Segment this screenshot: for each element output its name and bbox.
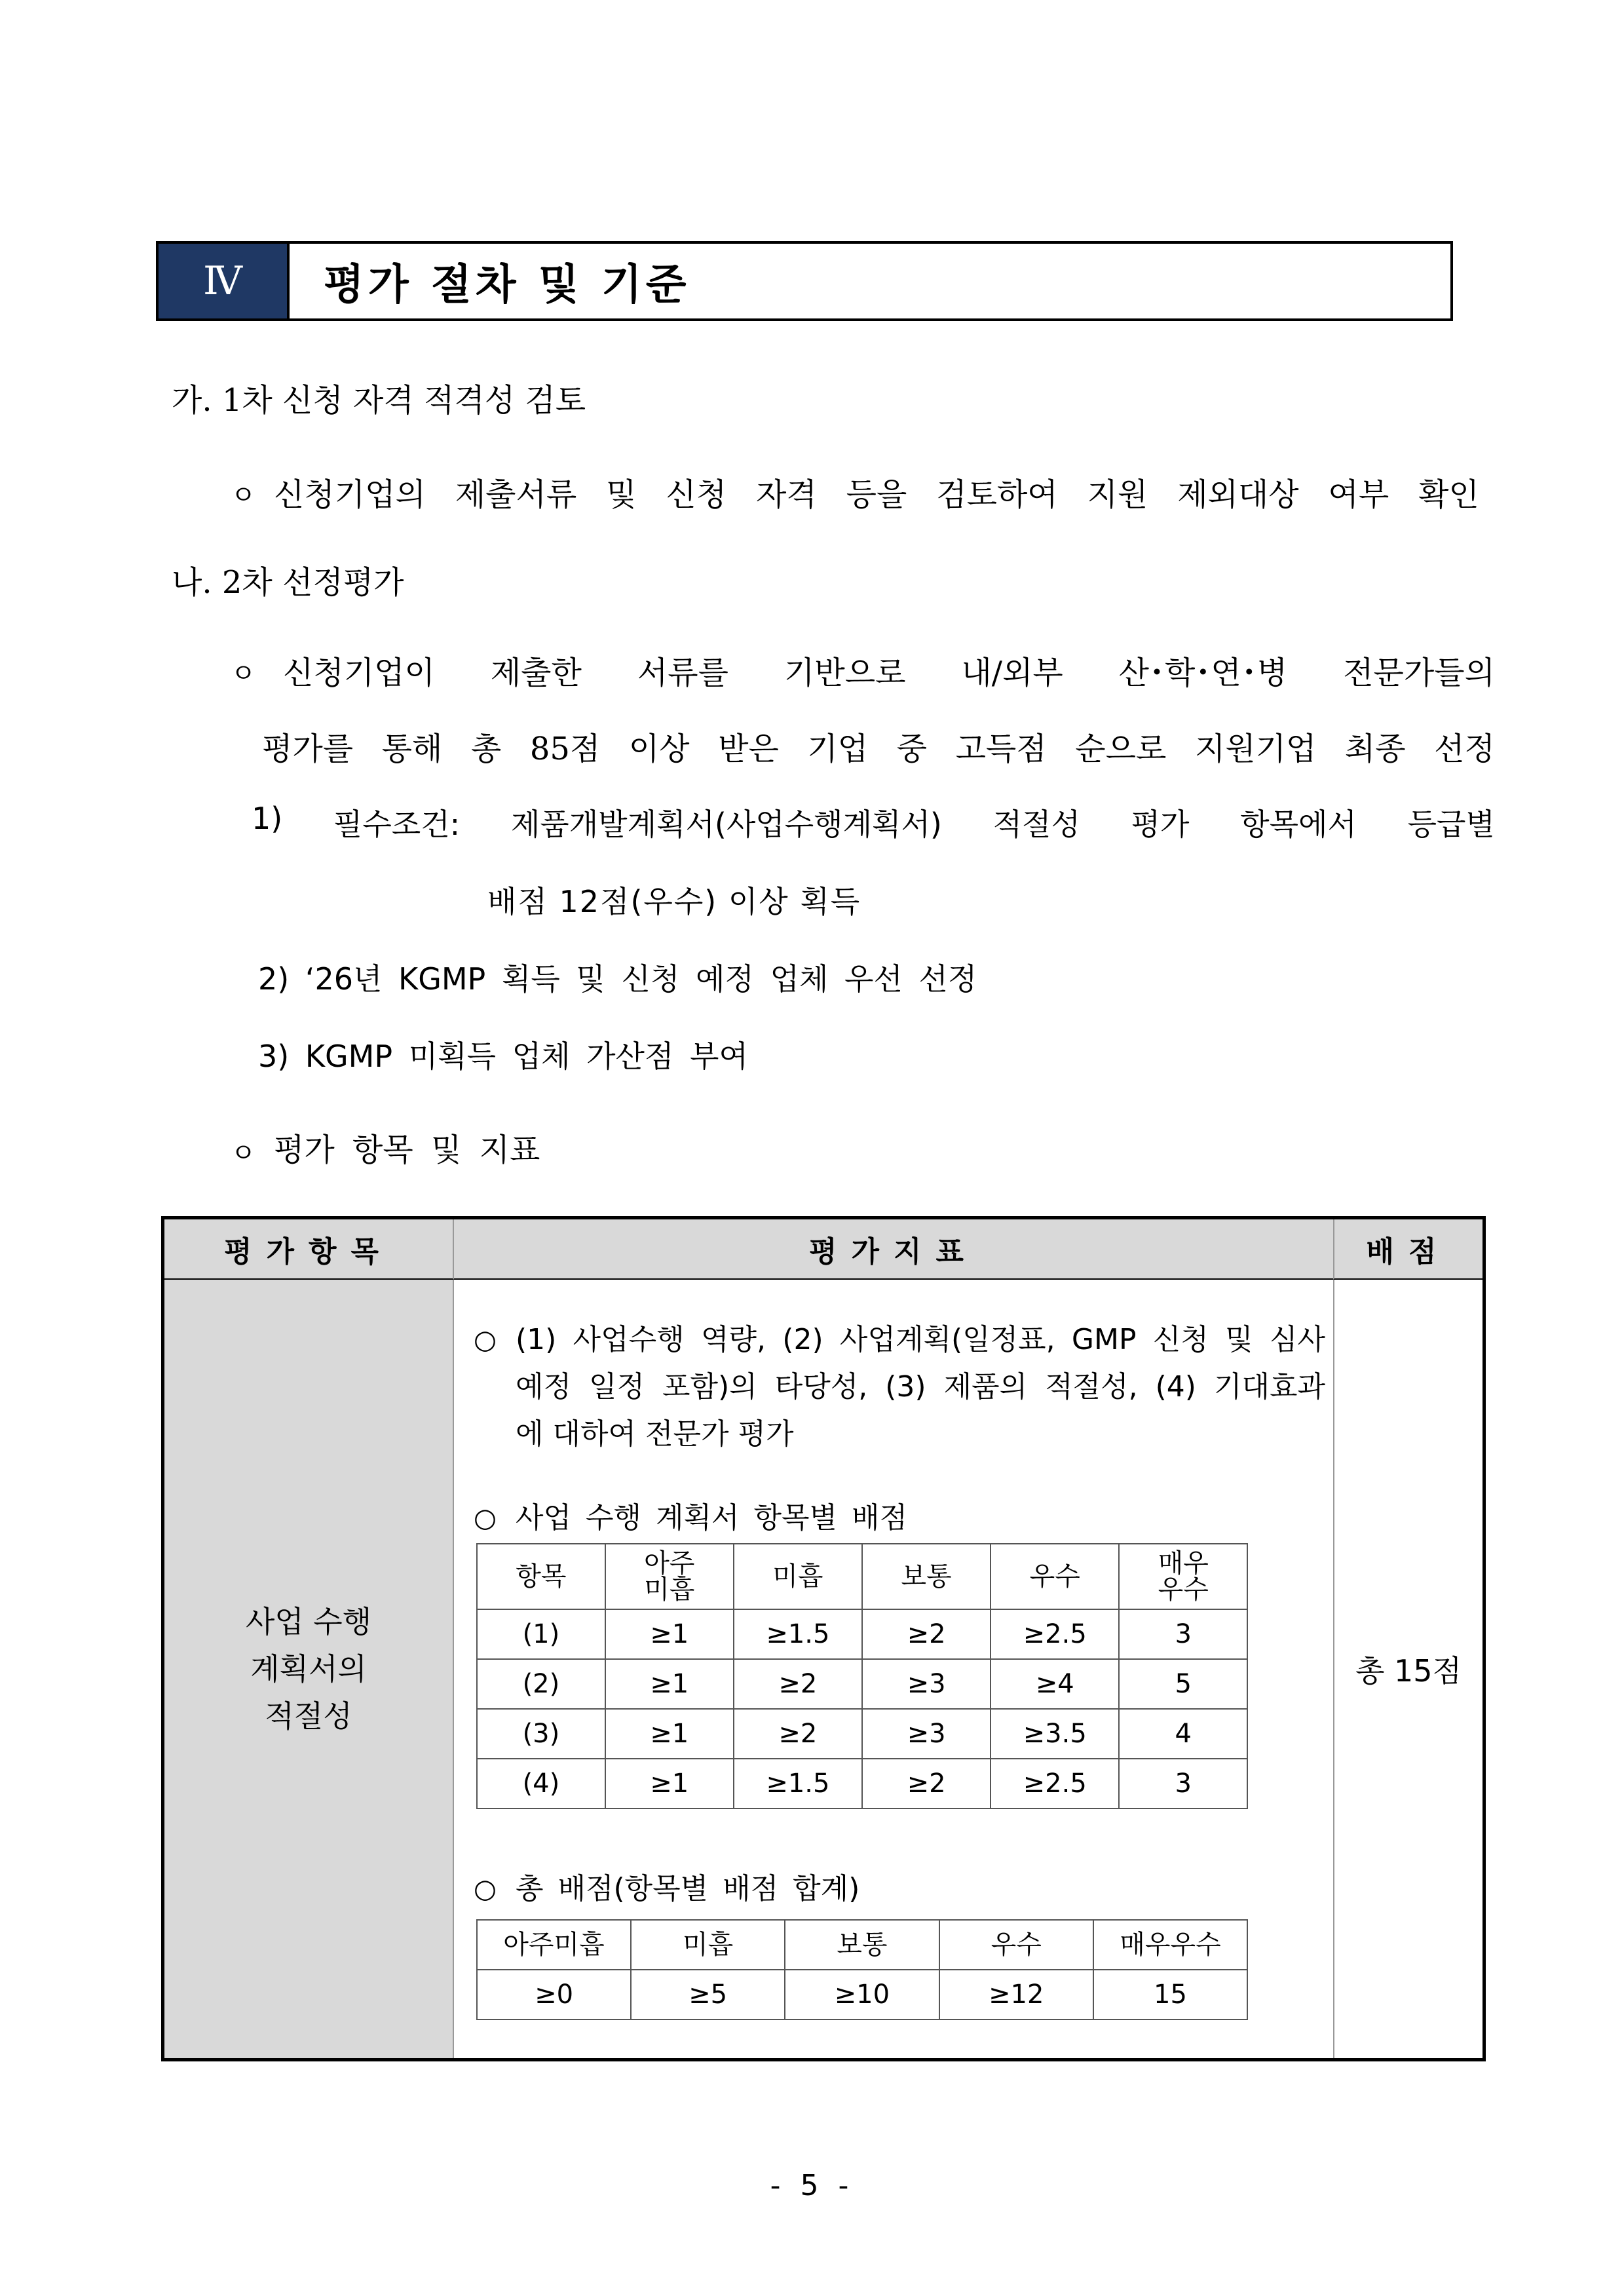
total-value-cell: ≥5 <box>631 1970 785 2019</box>
grade-cell: ≥1.5 <box>734 1759 862 1808</box>
total-value-cell: ≥10 <box>785 1970 939 2019</box>
grade-cell: ≥1.5 <box>734 1609 862 1659</box>
table-row <box>477 1609 1247 1659</box>
table-row <box>477 1970 1247 2019</box>
subsection-b-heading: 나. 2차 선정평가 <box>172 564 404 601</box>
subsection-a-heading: 가. 1차 신청 자격 적격성 검토 <box>172 382 586 419</box>
total-value-cell: ≥12 <box>939 1970 1093 2019</box>
section-header <box>156 241 1453 321</box>
eval-item-cell <box>164 1280 454 2058</box>
condition-3: 3) KGMP 미획득 업체 가산점 부여 <box>258 1039 748 1074</box>
total-header-row <box>477 1920 1247 1970</box>
section-number: Ⅳ <box>159 244 290 318</box>
grade-table-heading: ○ 사업 수행 계획서 항목별 배점 <box>474 1495 1325 1542</box>
bullet-icon: ㅇ <box>231 1138 256 1168</box>
bullet-icon: ○ <box>474 1503 497 1533</box>
grade-header-cell: 매우 우수 <box>1119 1544 1247 1609</box>
condition-1-line2: 배점 12점(우수) 이상 획득 <box>487 884 861 919</box>
total-header-cell: 아주미흡 <box>477 1920 631 1970</box>
grade-cell: 4 <box>1119 1709 1247 1759</box>
grade-cell: ≥1 <box>605 1709 734 1759</box>
grade-cell: ≥3.5 <box>991 1709 1119 1759</box>
table-row <box>477 1659 1247 1709</box>
grade-cell: ≥3 <box>862 1659 991 1709</box>
grade-cell: ≥2 <box>734 1659 862 1709</box>
grade-cell: ≥2 <box>862 1609 991 1659</box>
indicator-description: ○ (1) 사업수행 역량, (2) 사업계획(일정표, GMP 신청 및 심사 예정 일정 포함)의 타당성, (3) 제품의 적절성, (4) 기대효과 에 대하여 전문가 평가 <box>474 1316 1325 1458</box>
bullet-icon: ㅇ <box>231 480 256 510</box>
grade-cell: ≥4 <box>991 1659 1119 1709</box>
score-value: 총 15점 <box>1355 1653 1462 1689</box>
grade-header-cell: 우수 <box>991 1544 1119 1609</box>
header-score: 배점 <box>1333 1219 1482 1280</box>
grade-cell: ≥3 <box>862 1709 991 1759</box>
total-header-cell: 매우우수 <box>1093 1920 1247 1970</box>
header-eval-item: 평가항목 <box>164 1219 454 1280</box>
grade-cell: (3) <box>477 1709 605 1759</box>
subsection-b-line2: 평가를 통해 총 85점 이상 받은 기업 중 고득점 순으로 지원기업 최종 선정 <box>262 731 1495 767</box>
total-header-cell: 우수 <box>939 1920 1093 1970</box>
score-cell <box>1333 1280 1482 2058</box>
eval-item-line: 계획서의 <box>250 1651 367 1687</box>
total-header-cell: 보통 <box>785 1920 939 1970</box>
total-value-cell: ≥0 <box>477 1970 631 2019</box>
eval-indicator-cell <box>454 1280 1333 2058</box>
evaluation-heading: 평가 항목 및 지표 <box>274 1132 540 1168</box>
condition-2: 2) ‘26년 KGMP 획득 및 신청 예정 업체 우선 선정 <box>258 961 977 997</box>
total-header-cell: 미흡 <box>631 1920 785 1970</box>
grade-header-row <box>477 1544 1247 1609</box>
grade-cell: ≥2 <box>734 1709 862 1759</box>
grade-header-cell: 아주 미흡 <box>605 1544 734 1609</box>
grade-header-cell: 항목 <box>477 1544 605 1609</box>
header-eval-indicator: 평가지표 <box>454 1219 1333 1280</box>
table-row <box>477 1759 1247 1808</box>
section-title: 평가 절차 및 기준 <box>324 261 690 309</box>
grade-cell: (1) <box>477 1609 605 1659</box>
bullet-icon: ㅇ <box>231 659 256 689</box>
grade-header-cell: 보통 <box>862 1544 991 1609</box>
eval-item-line: 적절성 <box>265 1698 352 1734</box>
total-table-heading: ○ 총 배점(항목별 배점 합계) <box>474 1866 1325 1913</box>
grade-cell: 3 <box>1119 1609 1247 1659</box>
grade-cell: ≥1 <box>605 1659 734 1709</box>
grade-cell: ≥2.5 <box>991 1609 1119 1659</box>
bullet-icon: ○ <box>474 1325 497 1355</box>
subsection-a-text: 신청기업의 제출서류 및 신청 자격 등을 검토하여 지원 제외대상 여부 확인 <box>274 476 1479 513</box>
grade-cell: 5 <box>1119 1659 1247 1709</box>
grade-cell: ≥1 <box>605 1609 734 1659</box>
total-value-cell: 15 <box>1093 1970 1247 2019</box>
bullet-icon: ○ <box>474 1874 497 1904</box>
evaluation-table <box>161 1216 1486 2061</box>
page-number: - 5 - <box>770 2169 854 2202</box>
grade-cell: ≥2.5 <box>991 1759 1119 1808</box>
eval-item-line: 사업 수행 <box>245 1604 372 1639</box>
total-score-table <box>476 1919 1248 2020</box>
table-row <box>477 1709 1247 1759</box>
grade-table <box>476 1543 1248 1809</box>
grade-cell: (4) <box>477 1759 605 1808</box>
grade-cell: (2) <box>477 1659 605 1709</box>
subsection-b-line1: 신청기업이 제출한 서류를 기반으로 내/외부 산･학･연･병 전문가들의 <box>283 655 1495 691</box>
grade-cell: ≥1 <box>605 1759 734 1808</box>
grade-cell: 3 <box>1119 1759 1247 1808</box>
grade-header-cell: 미흡 <box>734 1544 862 1609</box>
grade-cell: ≥2 <box>862 1759 991 1808</box>
condition-1-line1: 1) 필수조건: 제품개발계획서(사업수행계획서) 적절성 평가 항목에서 등급별 <box>252 801 1495 842</box>
